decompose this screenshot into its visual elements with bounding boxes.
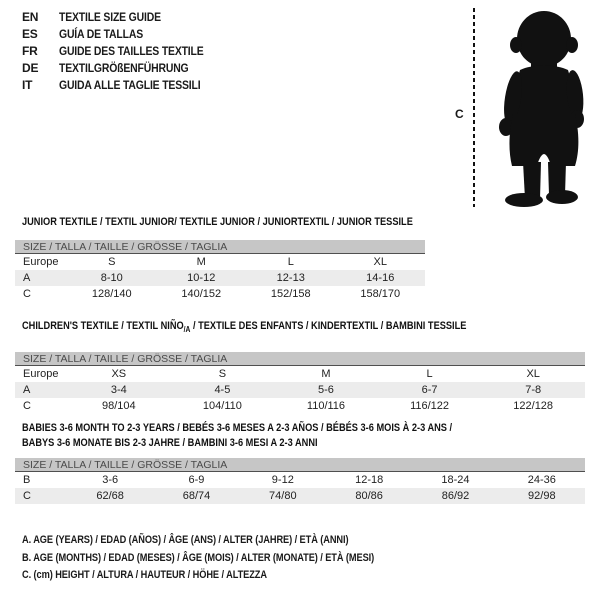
- lang-code: EN: [22, 10, 39, 24]
- junior-textile-section: [15, 216, 425, 302]
- lang-title: GUIDE DES TAILLES TEXTILE: [59, 44, 204, 58]
- table-cell: 116/122: [410, 400, 450, 413]
- table-cell: 3-4: [110, 384, 127, 397]
- table-cell: 18-24: [441, 474, 470, 486]
- lang-row-it: [22, 77, 225, 94]
- table-cell: XS: [111, 368, 127, 381]
- lang-code: IT: [22, 78, 33, 92]
- table-cell: L: [287, 256, 294, 268]
- row-label: C: [23, 288, 31, 300]
- lang-row-de: [22, 60, 225, 77]
- table-cell: 8-10: [100, 272, 123, 284]
- row-label: A: [23, 272, 31, 284]
- lang-title: TEXTILGRÖßENFÜHRUNG: [59, 61, 189, 75]
- table-cell: 10-12: [187, 272, 216, 284]
- footnote-a: A. AGE (YEARS) / EDAD (AÑOS) / ÂGE (ANS) / ALTER (JAHRE) / ETÀ (ANNI): [22, 534, 349, 546]
- table-cell: 128/140: [91, 288, 132, 300]
- footnote-b: B. AGE (MONTHS) / EDAD (MESES) / ÂGE (MOIS) / ALTER (MONATE) / ETÀ (MESI): [22, 551, 375, 564]
- toddler-silhouette-icon: [486, 8, 598, 208]
- table-cell: 80/86: [355, 490, 383, 502]
- table-row: [15, 254, 425, 270]
- table-cell: S: [218, 368, 227, 381]
- junior-table-title: JUNIOR TEXTILE / TEXTIL JUNIOR/ TEXTILE JUNIOR / JUNIORTEXTIL / JUNIOR TESSILE: [22, 216, 413, 228]
- size-table-header: SIZE / TALLA / TAILLE / GRÖSSE / TAGLIA: [15, 240, 425, 254]
- title-subscript: /A: [183, 325, 191, 335]
- lang-code: DE: [22, 61, 39, 75]
- table-cell: 24-36: [527, 474, 556, 486]
- table-cell: 98/104: [101, 400, 136, 413]
- table-cell: 9-12: [271, 474, 294, 486]
- childrens-size-table: [15, 352, 585, 414]
- lang-title: TEXTILE SIZE GUIDE: [59, 10, 161, 24]
- table-cell: 74/80: [269, 490, 297, 502]
- table-cell: 12-18: [355, 474, 384, 486]
- table-cell: M: [321, 368, 331, 381]
- table-cell: 68/74: [182, 490, 211, 502]
- lang-row-es: [22, 26, 225, 43]
- table-cell: 12-13: [276, 272, 305, 284]
- lang-code: ES: [22, 27, 38, 41]
- table-cell: 4-5: [214, 384, 231, 397]
- row-label: A: [23, 384, 31, 397]
- table-row: [15, 270, 425, 286]
- measure-label-c: C: [455, 107, 464, 121]
- table-cell: 7-8: [525, 384, 542, 397]
- childrens-textile-section: [15, 320, 585, 414]
- table-row: [15, 286, 425, 302]
- junior-size-table: [15, 240, 425, 302]
- table-cell: 86/92: [441, 490, 470, 502]
- lang-code: FR: [22, 44, 38, 58]
- table-row: [15, 382, 585, 398]
- table-cell: 140/152: [181, 288, 222, 300]
- childrens-table-title: [22, 320, 495, 336]
- babies-textile-section: [15, 421, 585, 504]
- table-cell: S: [108, 256, 116, 268]
- table-row: [15, 472, 585, 488]
- row-label: Europe: [23, 368, 59, 381]
- lang-row-fr: [22, 43, 225, 60]
- table-cell: 110/116: [306, 400, 346, 413]
- title-part: / TEXTILE DES ENFANTS / KINDERTEXTIL / BAMBINI TESSILE: [190, 320, 467, 332]
- table-cell: 152/158: [270, 288, 311, 300]
- table-cell: L: [426, 368, 433, 381]
- row-label: C: [23, 400, 31, 413]
- table-row: [15, 398, 585, 414]
- table-cell: 6-9: [188, 474, 205, 486]
- table-cell: M: [196, 256, 206, 268]
- height-measure-dashed-line: [473, 8, 475, 207]
- lang-row-en: [22, 9, 225, 26]
- footnotes: [22, 532, 441, 585]
- size-table-header: SIZE / TALLA / TAILLE / GRÖSSE / TAGLIA: [15, 458, 585, 472]
- footnote-c: C. (cm) HEIGHT / ALTURA / HAUTEUR / HÖHE / ALTEZZA: [22, 569, 267, 581]
- lang-title: GUÍA DE TALLAS: [59, 27, 143, 41]
- title-part: CHILDREN'S TEXTILE / TEXTIL NIÑO: [22, 320, 184, 332]
- row-label: B: [23, 474, 31, 486]
- babies-table-title-line2: BABYS 3-6 MONATE BIS 2-3 JAHRE / BAMBINI 3-6 MESI A 2-3 ANNI: [22, 437, 318, 449]
- babies-size-table: [15, 458, 585, 504]
- table-cell: 92/98: [528, 490, 556, 502]
- table-row: [15, 366, 585, 382]
- babies-table-title-line1: BABIES 3-6 MONTH TO 2-3 YEARS / BEBÉS 3-6 MESES A 2-3 AÑOS / BÉBÉS 3-6 MOIS À 2-3 ANS /: [22, 422, 453, 434]
- size-table-header: SIZE / TALLA / TAILLE / GRÖSSE / TAGLIA: [15, 352, 585, 366]
- table-cell: 14-16: [366, 272, 395, 284]
- table-cell: XL: [526, 368, 540, 381]
- table-row: [15, 488, 585, 504]
- table-cell: 62/68: [96, 490, 124, 502]
- table-cell: 158/170: [360, 288, 401, 300]
- table-cell: 104/110: [202, 400, 242, 413]
- table-cell: 122/128: [513, 400, 554, 413]
- table-cell: 3-6: [102, 474, 119, 486]
- language-guide: [22, 9, 225, 94]
- row-label: Europe: [23, 256, 59, 268]
- table-cell: 6-7: [421, 384, 438, 397]
- lang-title: GUIDA ALLE TAGLIE TESSILI: [59, 78, 201, 92]
- table-cell: 5-6: [318, 384, 334, 397]
- row-label: C: [23, 490, 31, 502]
- table-cell: XL: [373, 256, 387, 268]
